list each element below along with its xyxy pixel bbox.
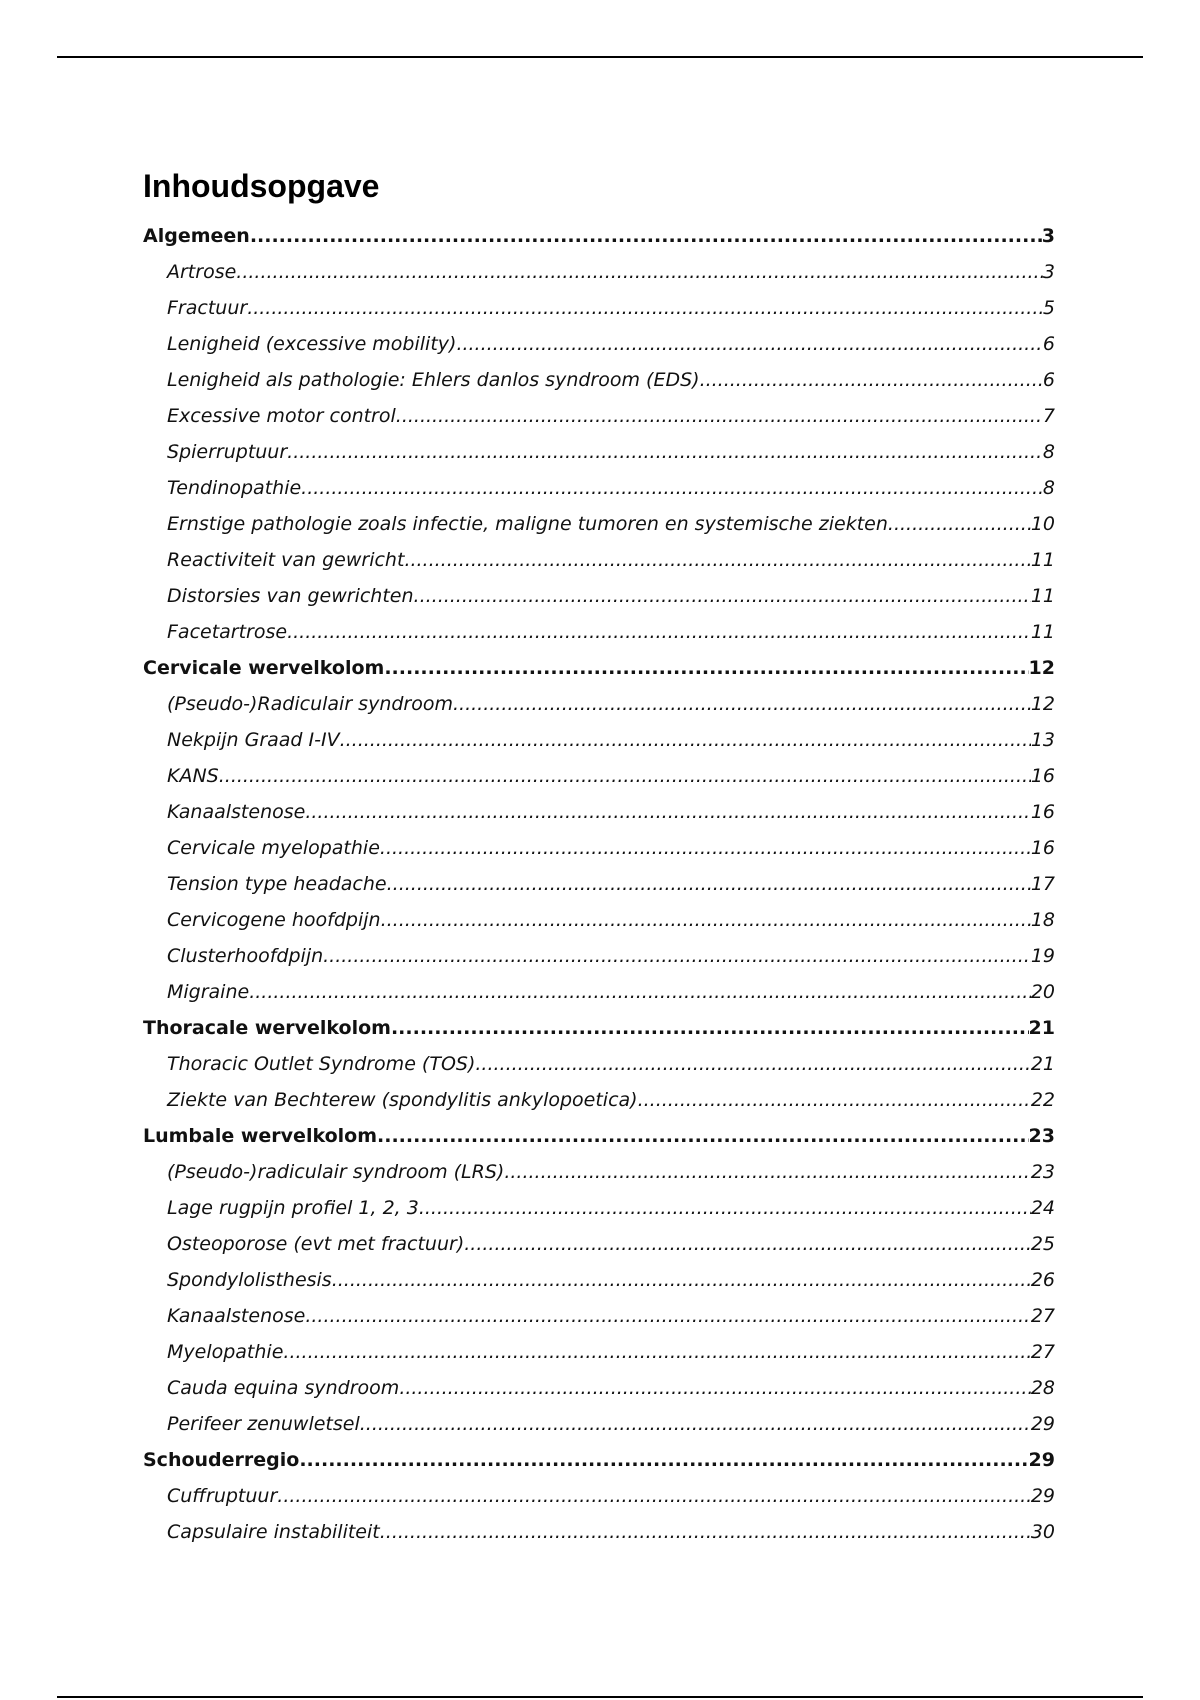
toc-subsection-entry[interactable] (143, 1334, 1055, 1370)
dot-leader (277, 1478, 1031, 1514)
dot-leader (419, 1190, 1031, 1226)
dot-leader (249, 974, 1031, 1010)
toc-entry-page-number: 12 (1028, 657, 1055, 679)
dot-leader (475, 1046, 1030, 1082)
toc-subsection-entry[interactable] (143, 938, 1055, 974)
toc-subsection-entry[interactable] (143, 254, 1055, 290)
dot-leader (299, 1442, 1028, 1478)
toc-entry-page-number: 23 (1030, 1161, 1055, 1183)
toc-subsection-entry[interactable] (143, 1298, 1055, 1334)
toc-subsection-entry[interactable] (143, 1262, 1055, 1298)
toc-entry-page-number: 23 (1028, 1125, 1055, 1147)
toc-section-entry[interactable] (143, 1442, 1055, 1478)
dot-leader (384, 650, 1028, 686)
toc-entry-label: KANS (167, 765, 219, 787)
toc-entry-label: Lage rugpijn profiel 1, 2, 3 (167, 1197, 419, 1219)
toc-subsection-entry[interactable] (143, 578, 1055, 614)
dot-leader (504, 1154, 1030, 1190)
toc-entry-label: Kanaalstenose (167, 1305, 306, 1327)
toc-subsection-entry[interactable] (143, 470, 1055, 506)
toc-subsection-entry[interactable] (143, 290, 1055, 326)
toc-entry-page-number: 20 (1030, 981, 1055, 1003)
toc-entry-label: Tension type headache (167, 873, 387, 895)
toc-subsection-entry[interactable] (143, 1370, 1055, 1406)
toc-subsection-entry[interactable] (143, 758, 1055, 794)
toc-entry-page-number: 3 (1042, 261, 1055, 283)
dot-leader (340, 722, 1031, 758)
toc-subsection-entry[interactable] (143, 1226, 1055, 1262)
toc-entry-page-number: 3 (1041, 225, 1055, 247)
toc-entry-page-number: 27 (1030, 1341, 1055, 1363)
toc-subsection-entry[interactable] (143, 362, 1055, 398)
toc-entry-label: (Pseudo-)Radiculair syndroom (167, 693, 453, 715)
toc-entry-label: Thoracic Outlet Syndrome (TOS) (167, 1053, 476, 1075)
toc-entry-page-number: 28 (1030, 1377, 1055, 1399)
toc-entry-label: Spierruptuur (167, 441, 288, 463)
toc-entry-page-number: 13 (1030, 729, 1055, 751)
toc-subsection-entry[interactable] (143, 1046, 1055, 1082)
toc-entry-label: (Pseudo-)radiculair syndroom (LRS) (167, 1161, 505, 1183)
footer-rule (57, 1696, 1143, 1698)
toc-subsection-entry[interactable] (143, 830, 1055, 866)
toc-subsection-entry[interactable] (143, 794, 1055, 830)
toc-entry-page-number: 8 (1042, 441, 1055, 463)
toc-subsection-entry[interactable] (143, 506, 1055, 542)
dot-leader (396, 398, 1043, 434)
toc-entry-label: Cervicogene hoofdpijn (167, 909, 381, 931)
toc-entry-page-number: 6 (1042, 333, 1055, 355)
toc-entry-page-number: 21 (1030, 1053, 1055, 1075)
toc-entry-label: Cuffruptuur (167, 1485, 278, 1507)
toc-entry-label: Reactiviteit van gewricht (167, 549, 405, 571)
dot-leader (287, 614, 1031, 650)
dot-leader (387, 866, 1031, 902)
toc-entry-page-number: 7 (1042, 405, 1055, 427)
dot-leader (638, 1082, 1031, 1118)
toc-subsection-entry[interactable] (143, 1406, 1055, 1442)
dot-leader (250, 218, 1042, 254)
dot-leader (380, 1514, 1031, 1550)
toc-entry-page-number: 12 (1030, 693, 1055, 715)
toc-list (143, 218, 1055, 1550)
toc-entry-page-number: 21 (1028, 1017, 1055, 1039)
header-rule (57, 56, 1143, 58)
toc-entry-label: Ziekte van Bechterew (spondylitis ankylopoetica) (167, 1089, 638, 1111)
toc-entry-label: Myelopathie (167, 1341, 284, 1363)
toc-entry-label: Cervicale myelopathie (167, 837, 380, 859)
toc-entry-label: Schouderregio (143, 1449, 300, 1471)
dot-leader (381, 902, 1031, 938)
toc-subsection-entry[interactable] (143, 686, 1055, 722)
toc-section-entry[interactable] (143, 1010, 1055, 1046)
toc-subsection-entry[interactable] (143, 326, 1055, 362)
dot-leader (283, 1334, 1030, 1370)
dot-leader (323, 938, 1031, 974)
dot-leader (305, 794, 1030, 830)
toc-subsection-entry[interactable] (143, 1190, 1055, 1226)
toc-entry-page-number: 29 (1030, 1485, 1055, 1507)
toc-entry-page-number: 11 (1030, 585, 1055, 607)
dot-leader (404, 542, 1030, 578)
toc-subsection-entry[interactable] (143, 398, 1055, 434)
toc-entry-label: Facetartrose (167, 621, 288, 643)
toc-entry-label: Osteoporose (evt met fractuur) (167, 1233, 465, 1255)
table-of-contents (143, 162, 1055, 1550)
toc-entry-page-number: 11 (1030, 549, 1055, 571)
toc-entry-label: Lenigheid (excessive mobility) (167, 333, 457, 355)
toc-entry-label: Clusterhoofdpijn (167, 945, 324, 967)
toc-entry-page-number: 27 (1030, 1305, 1055, 1327)
dot-leader (414, 578, 1031, 614)
toc-section-entry[interactable] (143, 650, 1055, 686)
dot-leader (464, 1226, 1031, 1262)
toc-section-entry[interactable] (143, 1118, 1055, 1154)
toc-entry-page-number: 16 (1030, 765, 1055, 787)
toc-entry-label: Nekpijn Graad I-IV (167, 729, 340, 751)
toc-entry-page-number: 19 (1030, 945, 1055, 967)
toc-entry-page-number: 10 (1030, 513, 1055, 535)
dot-leader (453, 686, 1031, 722)
dot-leader (360, 1406, 1031, 1442)
toc-entry-page-number: 16 (1030, 837, 1055, 859)
toc-entry-label: Lumbale wervelkolom (143, 1125, 378, 1147)
toc-entry-page-number: 18 (1030, 909, 1055, 931)
toc-subsection-entry[interactable] (143, 1154, 1055, 1190)
toc-entry-label: Lenigheid als pathologie: Ehlers danlos syndroom (EDS) (167, 369, 700, 391)
toc-entry-label: Cervicale wervelkolom (143, 657, 385, 679)
toc-subsection-entry[interactable] (143, 722, 1055, 758)
toc-subsection-entry[interactable] (143, 974, 1055, 1010)
toc-entry-page-number: 8 (1042, 477, 1055, 499)
toc-title: Inhoudsopgave (143, 168, 380, 204)
toc-entry-label: Tendinopathie (167, 477, 302, 499)
toc-entry-label: Excessive motor control (167, 405, 396, 427)
toc-entry-label: Fractuur (167, 297, 248, 319)
toc-entry-page-number: 25 (1030, 1233, 1055, 1255)
toc-entry-label: Capsulaire instabiliteit (167, 1521, 380, 1543)
toc-entry-label: Kanaalstenose (167, 801, 306, 823)
toc-entry-label: Cauda equina syndroom (167, 1377, 400, 1399)
toc-entry-label: Artrose (167, 261, 237, 283)
toc-subsection-entry[interactable] (143, 614, 1055, 650)
toc-entry-page-number: 30 (1030, 1521, 1055, 1543)
toc-entry-page-number: 29 (1030, 1413, 1055, 1435)
dot-leader (377, 1118, 1029, 1154)
toc-entry-page-number: 22 (1030, 1089, 1055, 1111)
dot-leader (332, 1262, 1031, 1298)
toc-entry-label: Distorsies van gewrichten (167, 585, 414, 607)
dot-leader (236, 254, 1043, 290)
toc-entry-label: Migraine (167, 981, 250, 1003)
toc-entry-page-number: 16 (1030, 801, 1055, 823)
toc-subsection-entry[interactable] (143, 542, 1055, 578)
toc-entry-label: Ernstige pathologie zoals infectie, maligne tumoren en systemische ziekten (167, 513, 888, 535)
toc-entry-label: Spondylolisthesis (167, 1269, 332, 1291)
toc-section-entry[interactable] (143, 218, 1055, 254)
dot-leader (247, 290, 1043, 326)
toc-subsection-entry[interactable] (143, 1514, 1055, 1550)
toc-entry-page-number: 26 (1030, 1269, 1055, 1291)
toc-entry-page-number: 5 (1042, 297, 1055, 319)
toc-entry-page-number: 24 (1030, 1197, 1055, 1219)
toc-subsection-entry[interactable] (143, 866, 1055, 902)
toc-entry-page-number: 17 (1030, 873, 1055, 895)
dot-leader (380, 830, 1031, 866)
toc-subsection-entry[interactable] (143, 434, 1055, 470)
toc-entry-page-number: 6 (1042, 369, 1055, 391)
toc-subsection-entry[interactable] (143, 902, 1055, 938)
dot-leader (287, 434, 1043, 470)
dot-leader (700, 362, 1043, 398)
toc-entry-page-number: 11 (1030, 621, 1055, 643)
dot-leader (399, 1370, 1031, 1406)
dot-leader (305, 1298, 1030, 1334)
toc-entry-label: Thoracale wervelkolom (143, 1017, 391, 1039)
toc-entry-label: Algemeen (143, 225, 250, 247)
toc-subsection-entry[interactable] (143, 1478, 1055, 1514)
dot-leader (888, 506, 1031, 542)
toc-entry-page-number: 29 (1028, 1449, 1055, 1471)
toc-entry-label: Perifeer zenuwletsel (167, 1413, 360, 1435)
dot-leader (219, 758, 1031, 794)
dot-leader (391, 1010, 1029, 1046)
dot-leader (456, 326, 1042, 362)
toc-subsection-entry[interactable] (143, 1082, 1055, 1118)
dot-leader (301, 470, 1043, 506)
